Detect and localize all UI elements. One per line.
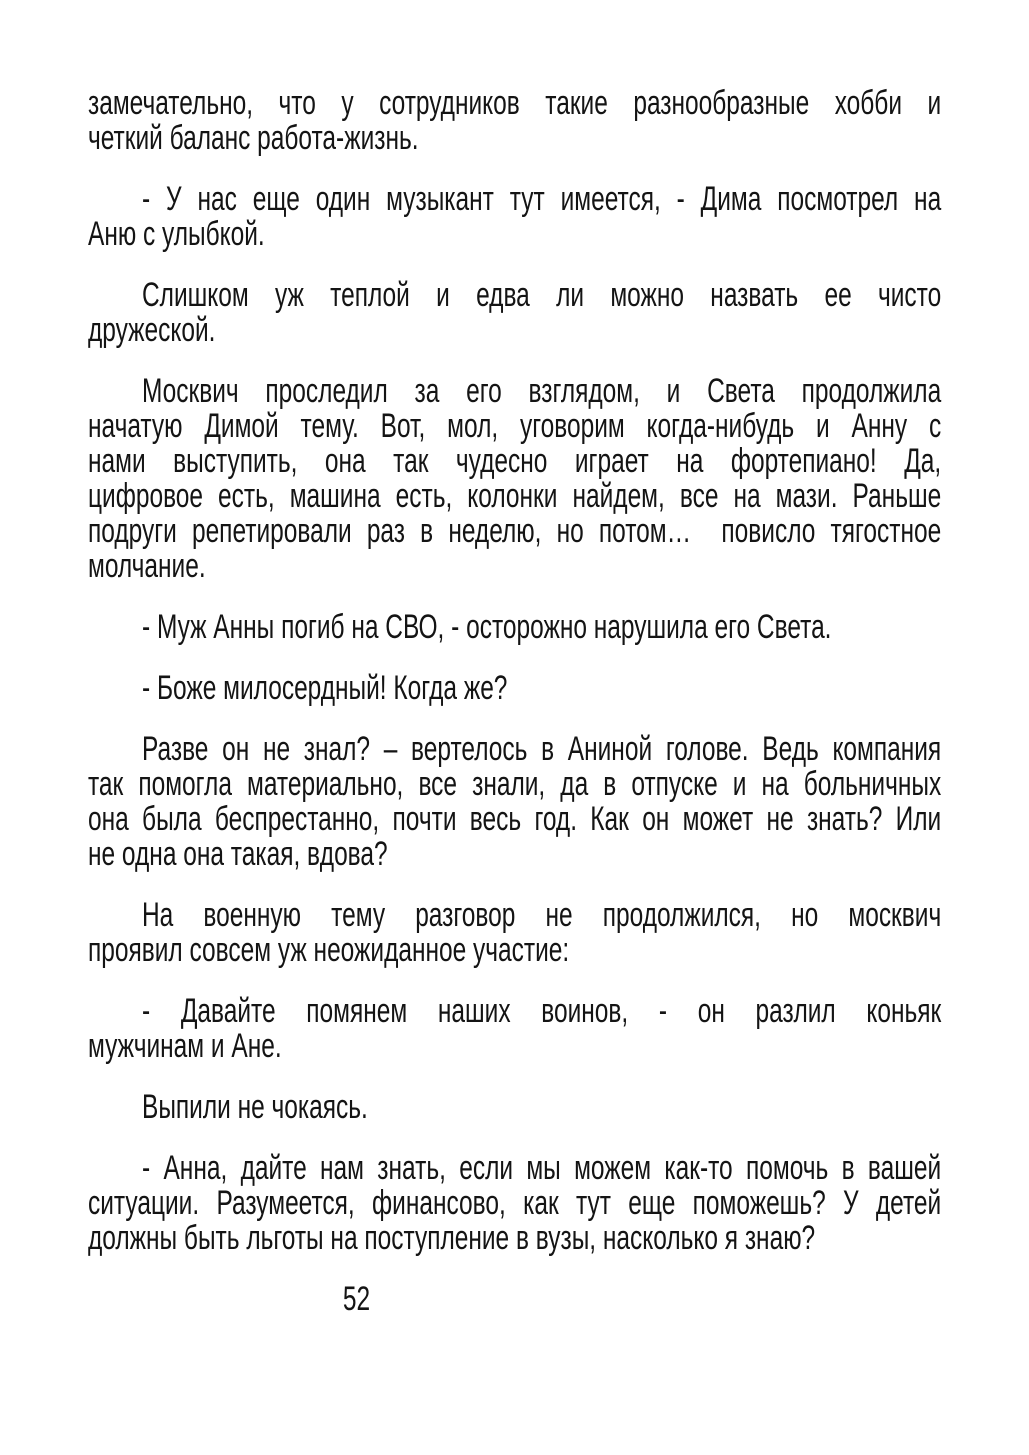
text-line: Выпили не чокаясь. [142,1088,368,1126]
text-line: нами выступить, она так чудесно играет на фортепиано! Да, [88,442,942,480]
paragraph-10 [88,1090,941,1125]
page-text [88,86,941,1317]
page-number: 52 [342,1280,371,1318]
paragraph-7 [88,732,941,872]
text-line: - Боже милосердный! Когда же? [142,669,508,707]
text-line: - Давайте помянем наших воинов, - он разлил коньяк [142,992,942,1030]
paragraph-2 [88,182,941,252]
text-line: Аню с улыбкой. [88,215,265,253]
text-line: - У нас еще один музыкант тут имеется, - Дима посмотрел на [142,180,942,218]
text-line: четкий баланс работа-жизнь. [88,119,419,157]
paragraph-6 [88,671,941,706]
text-line: она была беспрестанно, почти весь год. Как он может не знать? Или [88,800,942,838]
text-line: ситуации. Разумеется, финансово, как тут еще поможешь? У детей [88,1184,942,1222]
paragraph-9 [88,994,941,1064]
text-line: дружеской. [88,311,216,349]
text-line: мужчинам и Ане. [88,1027,282,1065]
text-line: подруги репетировали раз в неделю, но потом… повисло тягостное [88,512,942,550]
text-line: Москвич проследил за его взглядом, и Света продолжила [142,372,942,410]
text-line: - Муж Анны погиб на СВО, - осторожно нарушила его Света. [142,608,832,646]
paragraph-5 [88,610,941,645]
text-line: Слишком уж теплой и едва ли можно назвать ее чисто [142,276,942,314]
text-line: замечательно, что у сотрудников такие разнообразные хобби и [88,84,942,122]
text-line: молчание. [88,547,206,585]
paragraph-1 [88,86,941,156]
text-line: цифровое есть, машина есть, колонки найдем, все на мази. Раньше [88,477,942,515]
paragraph-11 [88,1151,941,1256]
text-line: Разве он не знал? – вертелось в Аниной голове. Ведь компания [142,730,942,768]
paragraph-4 [88,374,941,584]
text-line: должны быть льготы на поступление в вузы, насколько я знаю? [88,1219,816,1257]
text-line: проявил совсем уж неожиданное участие: [88,931,570,969]
paragraph-8 [88,898,941,968]
text-line: начатую Димой тему. Вот, мол, уговорим когда-нибудь и Анну с [88,407,942,445]
text-line: - Анна, дайте нам знать, если мы можем как-то помочь в вашей [142,1149,942,1187]
text-line: На военную тему разговор не продолжился, но москвич [142,896,942,934]
text-line: не одна она такая, вдова? [88,835,388,873]
paragraph-3 [88,278,941,348]
text-line: так помогла материально, все знали, да в отпуске и на больничных [88,765,942,803]
